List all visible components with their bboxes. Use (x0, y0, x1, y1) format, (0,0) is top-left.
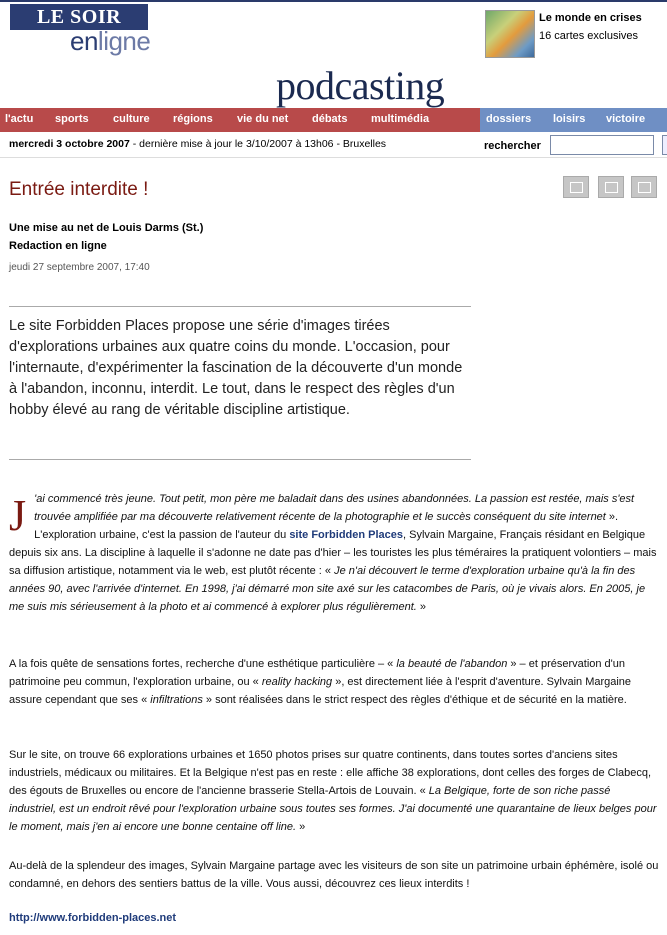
paragraph-3: Sur le site, on trouve 66 explorations urbaines et 1650 photos prises sur quatre continents, dans toutes sortes d'anciens sites industriels, médicaux ou militaires. Et la Belgique n'est pas en reste : elle affiche 38 explorations, dont celles des forges de Clabecq, des égouts de Bruxelles ou encore de l'ancienne brasserie Stella-Artois de Louvain. « La Belgique, forte de son riche passé industriel, est un endroit rêvé pour l'exploration urbaine sous toutes ses formes. J'ai documenté une quarantaine de lieux belges pour le moment, mais j'en ai encore une bonne centaine off line. » (9, 749, 657, 833)
nav-item-culture[interactable]: culture (113, 113, 150, 125)
logo-wordmark: LE SOIR (10, 4, 148, 30)
logo-subtitle: enligne (70, 26, 151, 56)
article-tools (563, 176, 663, 200)
byline (9, 219, 203, 255)
nav-item-actu[interactable]: l'actu (5, 113, 34, 125)
dropcap: J (9, 491, 27, 540)
nav-item-debats[interactable]: débats (312, 113, 348, 125)
promo-box[interactable] (485, 10, 665, 60)
nav-item-multimedia[interactable]: multimédia (371, 113, 430, 125)
mail-icon[interactable] (631, 176, 657, 198)
article-title: Entrée interdite ! (9, 179, 149, 200)
forbidden-places-link[interactable]: site Forbidden Places (289, 529, 404, 541)
paragraph-1: J 'ai commencé très jeune. Tout petit, mon père me baladait dans des usines abandonnées. La passion est restée, mais s'est trouvée amplifiée par ma découverte relativement récente de la photographie et le succès conséquent du site internet ». L'exploration urbaine, c'est la passion de l'auteur du site Forbidden Places, Sylvain Margaine, Français résidant en Belgique depuis six ans. La discipline à laquelle il s'adonne ne date pas d'hier – les touristes les plus téméraires la pratiquent volontiers – mais sa diffusion artistique, notamment via le web, est plutôt récente : « Je n'ai découvert le terme d'exploration urbaine qu'à la fin des années 90, avec l'arrivée d'internet. En 1998, j'ai démarré mon site axé sur les catacombes de Paris, où je vivais alors. En 2005, je me suis mis sérieusement à la photo et ai commencé à explorer plus régulièrement. » (9, 491, 657, 613)
paragraph-4: Au-delà de la splendeur des images, Sylvain Margaine partage avec les visiteurs de son site un patrimoine urbain éphémère, isolé ou condamné, en dehors des sentiers battus de la ville. Vous aussi, découvrez ces lieux interdits ! (9, 860, 659, 890)
nav-item-victoire[interactable]: victoire (606, 113, 646, 125)
nav-item-regions[interactable]: régions (173, 113, 213, 125)
nav-item-loisirs[interactable]: loisirs (553, 113, 586, 125)
nav-left-group (0, 108, 480, 132)
nav-item-dossiers[interactable]: dossiers (486, 113, 532, 125)
promo-subtitle[interactable]: 16 cartes exclusives (539, 30, 639, 42)
add-note-icon[interactable] (563, 176, 589, 198)
paragraph-2: A la fois quête de sensations fortes, recherche d'une esthétique particulière – « la beauté de l'abandon » – et préservation d'un patrimoine peu commun, l'exploration urbaine, ou « reality hacking », est directement liée à l'esprit d'aventure. Sylvain Margaine assure cependant que ses « infiltrations » sont réalisées dans le strict respect des règles d'éthique et de sécurité en la matière. (9, 658, 632, 706)
print-icon[interactable] (598, 176, 624, 198)
source: Redaction en ligne (9, 240, 107, 252)
promo-title[interactable]: Le monde en crises (539, 12, 642, 24)
date-bar (0, 132, 667, 158)
le-soir-logo[interactable] (10, 4, 151, 60)
site-header (0, 0, 667, 108)
main-nav (0, 108, 667, 132)
source-url-link[interactable]: http://www.forbidden-places.net (9, 912, 177, 924)
publication-date: jeudi 27 septembre 2007, 17:40 (9, 262, 150, 273)
divider-top (9, 306, 471, 307)
search-button[interactable] (662, 135, 667, 155)
divider-bottom (9, 459, 471, 460)
nav-item-sports[interactable]: sports (55, 113, 89, 125)
date-line: mercredi 3 octobre 2007 - dernière mise à jour le 3/10/2007 à 13h06 - Bruxelles (9, 138, 387, 150)
author: Une mise au net de Louis Darms (St.) (9, 222, 204, 234)
search-input[interactable] (550, 135, 654, 155)
search-label: rechercher (484, 140, 541, 152)
nav-right-group (480, 108, 667, 132)
article-lead: Le site Forbidden Places propose une série d'images tirées d'explorations urbaines aux quatre coins du monde. L'occasion, pour l'internaute, d'expérimenter la fascination de la découverte d'un monde à l'abandon, inconnu, interdit. Le tout, dans le respect des règles d'un hobby élevé au rang de véritable discipline artistique. (9, 318, 463, 418)
map-thumbnail[interactable] (485, 10, 535, 58)
nav-item-vie-du-net[interactable]: vie du net (237, 113, 289, 125)
section-title: podcasting (276, 63, 445, 108)
